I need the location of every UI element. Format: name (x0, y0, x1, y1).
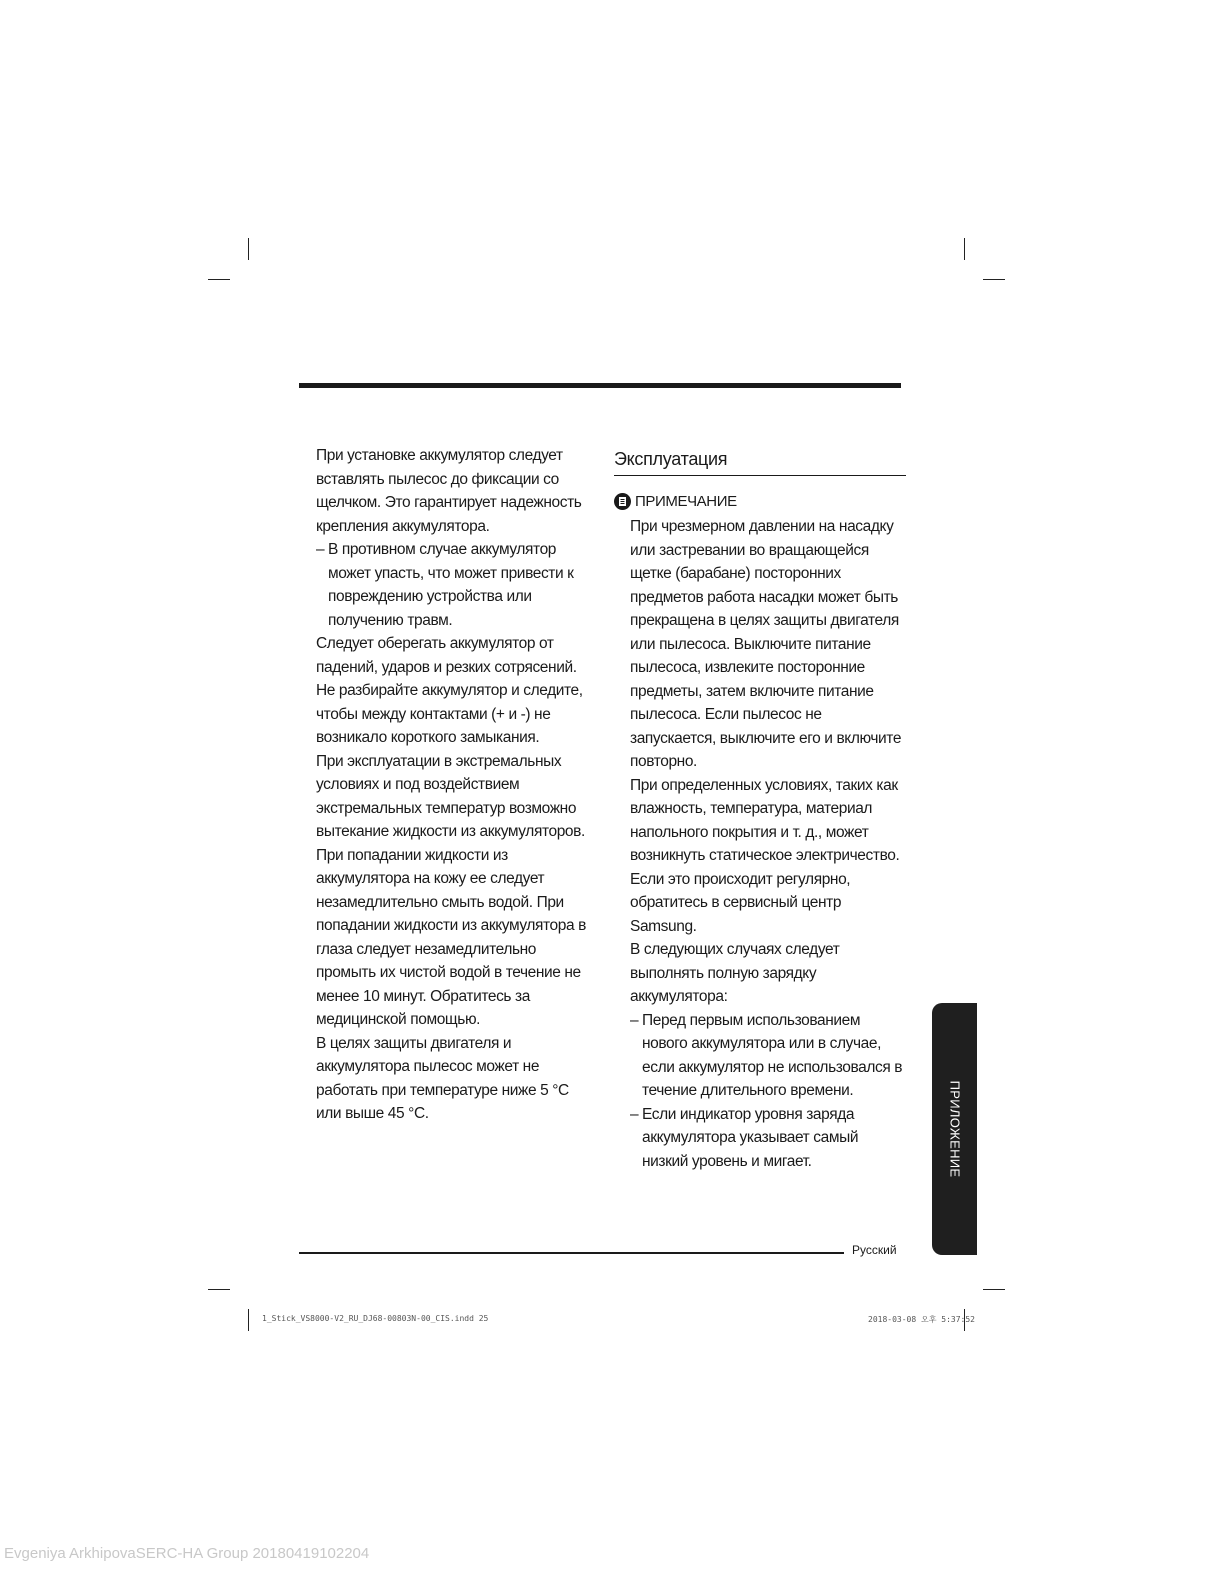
paragraph: Не разбирайте аккумулятор и следите, чтобы между контактами (+ и -) не возникало короткого замыкания. (316, 682, 583, 746)
dash-mark: – (316, 541, 325, 558)
note-body (614, 515, 906, 1173)
dash-text: В противном случае аккумулятор может упасть, что может привести к повреждению устройства или получению травм. (328, 541, 574, 629)
crop-mark (964, 238, 965, 260)
paragraph: При определенных условиях, таких как влажность, температура, материал напольного покрытия и т. д., может возникнуть статическое электричество. Если это происходит регулярно, обратитесь в сервисный центр Samsung. (630, 776, 900, 935)
header-rule (299, 383, 901, 388)
right-column (614, 444, 906, 1173)
section-title: Эксплуатация (614, 444, 906, 476)
dash-mark: – (630, 1011, 639, 1029)
print-slug-left: 1_Stick_VS8000-V2_RU_DJ68-00803N-00_CIS.indd 25 (262, 1314, 489, 1323)
note-document-icon (614, 493, 631, 510)
watermark: Evgeniya ArkhipovaSERC-HA Group 20180419102204 (4, 1545, 370, 1562)
crop-mark (208, 279, 230, 280)
crop-mark (983, 1289, 1005, 1290)
paragraph: Следует оберегать аккумулятор от падений, ударов и резких сотрясений. (316, 635, 577, 676)
crop-mark (248, 238, 249, 260)
dash-text: Если индикатор уровня заряда аккумулятора указывает самый низкий уровень и мигает. (642, 1105, 859, 1170)
dash-item (316, 538, 596, 632)
crop-mark (208, 1289, 230, 1290)
dash-item (630, 1009, 906, 1103)
paragraph: В следующих случаях следует выполнять полную зарядку аккумулятора: (630, 941, 840, 1005)
print-slug-right: 2018-03-08 오후 5:37:52 (868, 1315, 975, 1324)
note-heading (614, 490, 906, 513)
crop-mark (983, 279, 1005, 280)
footer-language: Русский (852, 1243, 897, 1257)
chapter-tab-label: ПРИЛОЖЕНИЕ (947, 1080, 962, 1178)
crop-mark (248, 1309, 249, 1331)
dash-item (630, 1103, 906, 1174)
chapter-tab (932, 1003, 977, 1255)
footer-rule (299, 1252, 844, 1254)
paragraph: В целях защиты двигателя и аккумулятора пылесос может не работать при температуре ниже 5 °C или выше 45 °C. (316, 1034, 569, 1122)
paragraph: При эксплуатации в экстремальных условиях и под воздействием экстремальных температур возможно вытекание жидкости из аккумуляторов. При попадании жидкости из аккумулятора на кожу ее следует незамедлительно смыть водой. При попадании жидкости из аккумулятора в глаза следует незамедлительно промыть их чистой водой в течение не менее 10 минут. Обратитесь за медицинской помощью. (316, 752, 586, 1028)
paragraph: При чрезмерном давлении на насадку или застревании во вращающейся щетке (барабане) посторонних предметов работа насадки может быть прекращена в целях защиты двигателя или пылесоса. Выключите питание пылесоса, извлеките посторонние предметы, затем включите питание пылесоса. Если пылесос не запускается, выключите его и включите повторно. (630, 518, 902, 770)
dash-mark: – (630, 1105, 639, 1123)
dash-text: Перед первым использованием нового аккумулятора или в случае, если аккумулятор не использовался в течение длительного времени. (642, 1011, 903, 1099)
paragraph: При установке аккумулятор следует вставлять пылесос до фиксации со щелчком. Это гарантирует надежность крепления аккумулятора. (316, 447, 582, 535)
left-column (316, 444, 596, 1126)
note-label: ПРИМЕЧАНИЕ (635, 493, 737, 510)
